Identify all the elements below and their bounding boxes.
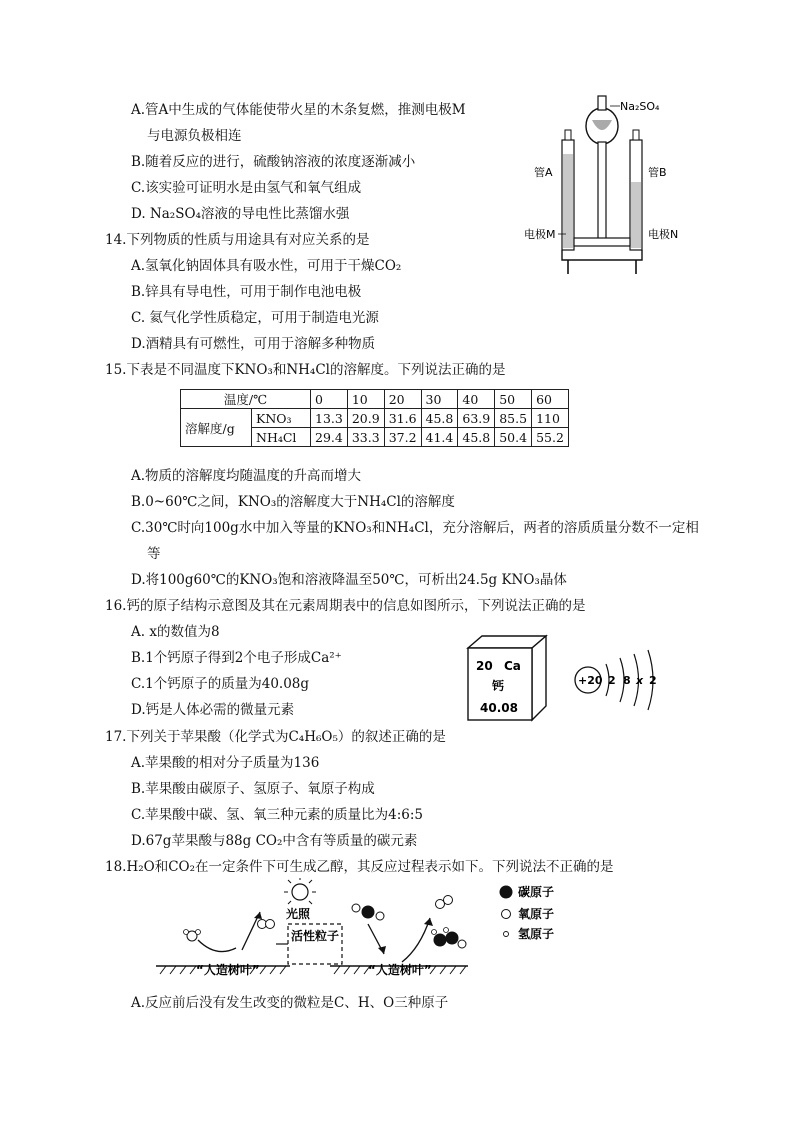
legend-carbon: 碳原子 — [518, 885, 555, 899]
q15-stem: 15.下表是不同温度下KNO₃和NH₄Cl的溶解度。下列说法正确的是 — [105, 362, 506, 378]
artificial-leaf-reaction-figure — [150, 878, 610, 990]
value-cell: 41.4 — [421, 428, 458, 447]
q14-stem: 14.下列物质的性质与用途具有对应关系的是 — [105, 232, 370, 248]
q15-option-a: A.物质的溶解度均随温度的升高而增大 — [131, 468, 362, 484]
element-name: 钙 — [492, 679, 505, 693]
tube-a-label: 管A — [534, 166, 553, 179]
table-row-kno3 — [181, 409, 569, 428]
shell-1-electrons: 2 — [608, 674, 616, 687]
q17-option-a: A.苹果酸的相对分子质量为136 — [131, 755, 320, 771]
q17-option-d: D.67g苹果酸与88g CO₂中含有等质量的碳元素 — [131, 833, 418, 849]
atomic-number: 20 — [476, 659, 493, 673]
electrolysis-apparatus-figure — [520, 92, 690, 280]
na2so4-label: Na₂SO₄ — [620, 100, 660, 113]
value-cell: 13.3 — [311, 409, 348, 428]
value-cell: 50.4 — [495, 428, 532, 447]
value-cell: 110 — [532, 409, 569, 428]
q17-stem: 17.下列关于苹果酸（化学式为C₄H₆O₅）的叙述正确的是 — [105, 729, 446, 745]
q15-option-b: B.0~60℃之间，KNO₃的溶解度大于NH₄Cl的溶解度 — [131, 494, 455, 510]
q13-option-a-cont: 与电源负极相连 — [147, 128, 242, 144]
substance-name: NH₄Cl — [252, 428, 311, 447]
q18-stem: 18.H₂O和CO₂在一定条件下可生成乙醇，其反应过程表示如下。下列说法不正确的是 — [105, 859, 614, 875]
shell-3-electrons: x — [636, 674, 644, 687]
leaf-label-right: “人造树叶” — [368, 963, 432, 977]
value-cell: 31.6 — [384, 409, 421, 428]
value-cell: 33.3 — [347, 428, 384, 447]
q16-option-a: A. x的数值为8 — [131, 624, 220, 640]
value-cell: 29.4 — [311, 428, 348, 447]
solubility-table — [180, 389, 569, 447]
value-cell: 37.2 — [384, 428, 421, 447]
periodic-table-cell — [466, 634, 548, 722]
light-label: 光照 — [286, 907, 311, 921]
value-cell: 20.9 — [347, 409, 384, 428]
q13-option-d: D. Na₂SO₄溶液的导电性比蒸馏水强 — [131, 206, 350, 222]
shell-2-electrons: 8 — [623, 674, 631, 687]
q17-option-b: B.苹果酸由碳原子、氢原子、氧原子构成 — [131, 781, 375, 797]
table-row-temperature — [181, 390, 569, 409]
q18-option-a: A.反应前后没有发生改变的微粒是C、H、O三种原子 — [131, 995, 449, 1011]
substance-name: KNO₃ — [252, 409, 311, 428]
q14-option-a: A.氢氧化钠固体具有吸水性，可用于干燥CO₂ — [131, 258, 402, 274]
q15-option-d: D.将100g60℃的KNO₃饱和溶液降温至50℃，可析出24.5g KNO₃晶体 — [131, 572, 567, 588]
q13-option-c: C.该实验可证明水是由氢气和氧气组成 — [131, 180, 362, 196]
nucleus-charge: +20 — [578, 674, 603, 687]
q17-option-c: C.苹果酸中碳、氢、氧三种元素的质量比为4:6:5 — [131, 807, 424, 823]
element-symbol: Ca — [504, 659, 521, 673]
q13-option-b: B.随着反应的进行，硫酸钠溶液的浓度逐渐减小 — [131, 154, 416, 170]
q16-option-c: C.1个钙原子的质量为40.08g — [131, 676, 310, 692]
q14-option-c: C. 氦气化学性质稳定，可用于制造电光源 — [131, 310, 379, 326]
temp-cell: 0 — [311, 390, 348, 409]
electrode-m-label: 电极M — [524, 228, 556, 241]
legend-oxygen: 氧原子 — [518, 907, 555, 921]
value-cell: 63.9 — [458, 409, 495, 428]
calcium-atom-structure — [568, 644, 668, 714]
value-cell: 55.2 — [532, 428, 569, 447]
q16-option-b: B.1个钙原子得到2个电子形成Ca²⁺ — [131, 650, 342, 666]
value-cell: 45.8 — [458, 428, 495, 447]
active-particle-label: 活性粒子 — [291, 929, 340, 943]
electrode-n-label: 电极N — [648, 228, 679, 241]
tube-b-label: 管B — [648, 166, 667, 179]
q14-option-d: D.酒精具有可燃性，可用于溶解多种物质 — [131, 336, 376, 352]
temp-cell: 20 — [384, 390, 421, 409]
shell-4-electrons: 2 — [649, 674, 657, 687]
value-cell: 45.8 — [421, 409, 458, 428]
value-cell: 85.5 — [495, 409, 532, 428]
legend-hydrogen: 氢原子 — [518, 927, 555, 941]
temp-cell: 10 — [347, 390, 384, 409]
q13-option-a: A.管A中生成的气体能使带火星的木条复燃，推测电极M — [131, 102, 466, 118]
solubility-header: 溶解度/g — [181, 409, 252, 447]
q15-option-c-cont: 等 — [147, 546, 161, 562]
temp-header: 温度/℃ — [181, 390, 311, 409]
atomic-mass: 40.08 — [480, 701, 518, 715]
temp-cell: 50 — [495, 390, 532, 409]
q16-option-d: D.钙是人体必需的微量元素 — [131, 702, 295, 718]
q15-option-c: C.30℃时向100g水中加入等量的KNO₃和NH₄Cl，充分溶解后，两者的溶质质量分数不一定相 — [131, 520, 699, 536]
q16-stem: 16.钙的原子结构示意图及其在元素周期表中的信息如图所示，下列说法正确的是 — [105, 598, 586, 614]
temp-cell: 40 — [458, 390, 495, 409]
q14-option-b: B.锌具有导电性，可用于制作电池电极 — [131, 284, 362, 300]
temp-cell: 30 — [421, 390, 458, 409]
leaf-label-left: “人造树叶” — [196, 963, 260, 977]
temp-cell: 60 — [532, 390, 569, 409]
